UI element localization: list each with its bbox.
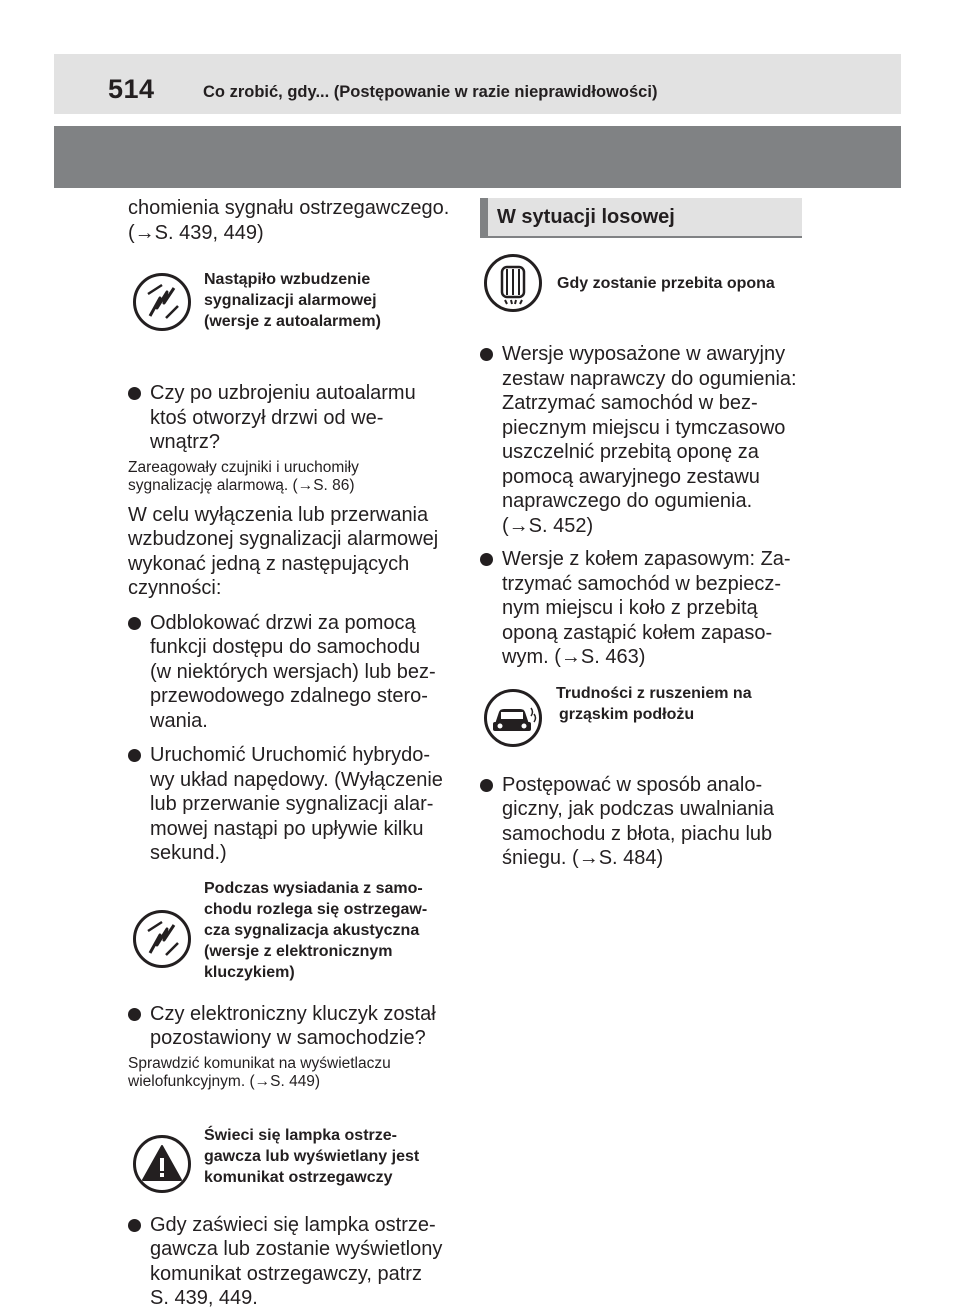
page-number: 514: [108, 74, 155, 104]
warning-light-title: Świeci się lampka ostrze- gawcza lub wyświetlany jest komunikat ostrzegawczy: [204, 1126, 420, 1186]
key-left-inside-title: Podczas wysiadania z samo- chodu rozlega się ostrzegaw- cza sygnalizacja akustyczna (wersje z elektronicznym kluczykiem): [204, 879, 428, 981]
list-item: Wersje wyposażone w awaryjny zestaw naprawczy do ogumienia: Zatrzymać samochód w bez- piecznym miejscu i tymczasowo uszczelnić przebitą oponę za pomocą awaryjnego zestawu naprawczego do ogumienia. (→S. 452): [480, 342, 810, 538]
list-item: Uruchomić Uruchomić hybrydo- wy układ napędowy. (Wyłączenie lub przerwanie sygnalizacji alar- mowej nastąpi po upływie kilku sekund.): [128, 743, 458, 866]
flat-tire-title: Gdy zostanie przebita opona: [557, 275, 775, 292]
bullet-dot: [128, 1219, 141, 1232]
stuck-vehicle-title: Trudności z ruszeniem na grząskim podłożu: [556, 684, 752, 723]
bullet-dot: [128, 1008, 141, 1021]
answer-text: Sprawdzić komunikat na wyświetlaczu wielofunkcyjnym. (→S. 449): [128, 1054, 391, 1090]
alarm-triggered-block: [128, 245, 458, 355]
bullet-dot: [128, 387, 141, 400]
list-item: Gdy zaświeci się lampka ostrze- gawcza lub zostanie wyświetlony komunikat ostrzegawczy, patrz S. 439, 449.: [128, 1213, 458, 1311]
page-header-title: Co zrobić, gdy... (Postępowanie w razie nieprawidłowości): [203, 83, 658, 101]
key-left-inside-block: [128, 876, 458, 996]
list-item: Odblokować drzwi za pomocą funkcji dostępu do samochodu (w niektórych wersjach) lub bez- przewodowego zdalnego stero- wania.: [128, 611, 458, 734]
instruction-text: W celu wyłączenia lub przerwania wzbudzonej sygnalizacji alarmowej wykonać jedną z następujących czynności:: [128, 503, 439, 599]
section-heading-bar: [480, 198, 488, 236]
stuck-vehicle-block: [480, 683, 810, 767]
question-item: Czy po uzbrojeniu autoalarmu ktoś otworzył drzwi od we- wnątrz?: [128, 381, 458, 455]
list-item: Postępować w sposób analo- giczny, jak podczas uwalniania samochodu z błota, piachu lub śniegu. (→S. 484): [480, 773, 810, 871]
flat-tire-icon: [484, 254, 542, 312]
alarm-lightning-icon: [133, 910, 191, 968]
header-divider-band: [54, 126, 901, 188]
intro-reference: (→S. 439, 449): [128, 221, 264, 244]
bullet-dot: [480, 348, 493, 361]
bullet-dot: [480, 779, 493, 792]
flat-tire-block: [480, 252, 810, 342]
warning-light-block: [128, 1111, 458, 1209]
bullet-dot: [128, 617, 141, 630]
warning-triangle-icon: [133, 1135, 191, 1193]
bullet-dot: [480, 553, 493, 566]
section-heading: [480, 198, 802, 238]
bullet-dot: [128, 749, 141, 762]
list-item: Wersje z kołem zapasowym: Za- trzymać samochód w bezpiecz- nym miejscu i koło z przebitą oponą zastąpić kołem zapaso- wym. (→S. 463): [480, 547, 810, 670]
stuck-car-icon: [484, 689, 542, 747]
right-column: [480, 198, 810, 871]
left-column: [128, 196, 458, 1311]
alarm-triggered-title: Nastąpiło wzbudzenie sygnalizacji alarmowej (wersje z autoalarmem): [204, 271, 381, 330]
question-item: Czy elektroniczny kluczyk został pozostawiony w samochodzie?: [128, 1002, 458, 1051]
intro-text-line: chomienia sygnału ostrzegawczego.: [128, 197, 450, 219]
answer-text: Zareagowały czujniki i uruchomiły sygnalizację alarmową. (→S. 86): [128, 458, 359, 494]
section-heading-text: W sytuacji losowej: [497, 206, 675, 228]
alarm-lightning-icon: [133, 273, 191, 331]
